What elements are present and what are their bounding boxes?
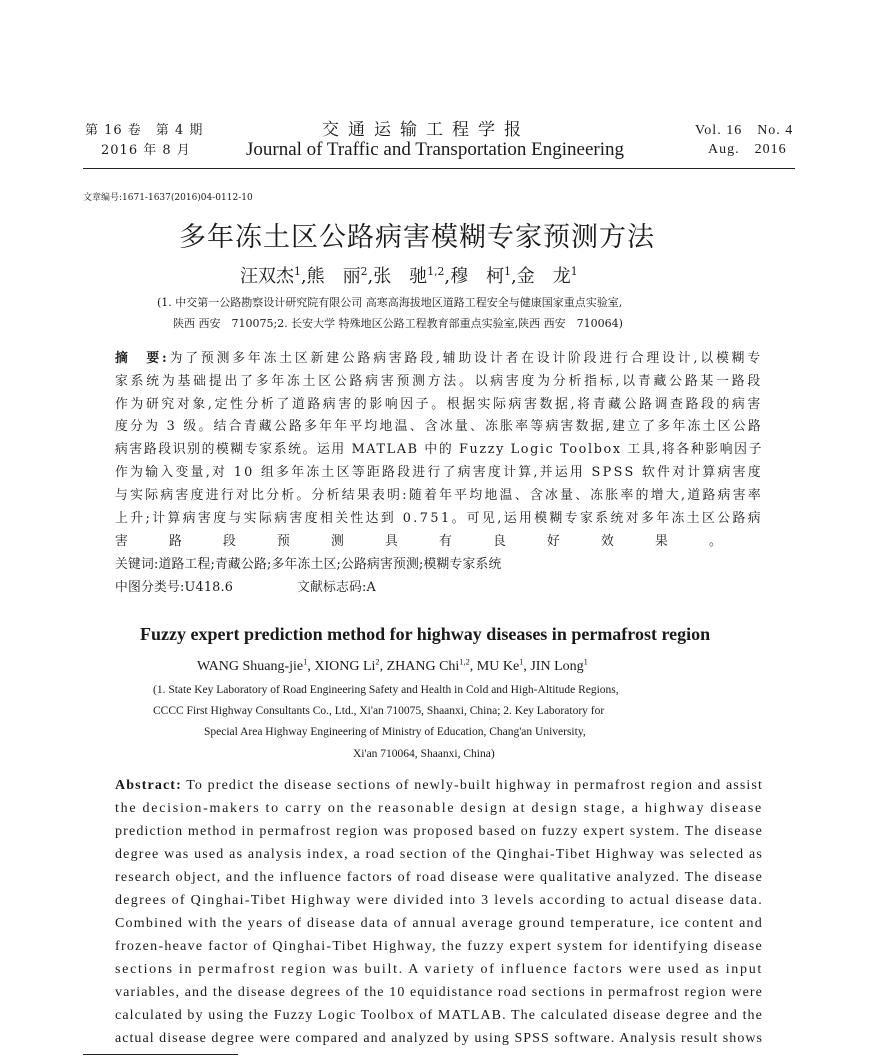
affiliation-cn-line: 陕西 西安 710075;2. 长安大学 特殊地区公路工程教育部重点实验室,陕西 西安 710064) bbox=[173, 317, 623, 330]
header-rule bbox=[83, 168, 795, 169]
abstract-cn-line: 与实际病害度进行对比分析。分析结果表明:随着年平均地温、含冰量、冻胀率的增大,道路病害率 bbox=[115, 488, 763, 503]
article-number: 文章编号:1671-1637(2016)04-0112-10 bbox=[83, 193, 253, 203]
author-en: WANG Shuang-jie$^1$ bbox=[197, 657, 308, 674]
abstract-en-line: prediction method in permafrost region was proposed based on fuzzy expert system. The disease bbox=[115, 824, 763, 839]
affiliation-en-line: CCCC First Highway Consultants Co., Ltd., Xi'an 710075, Shaanxi, China; 2. Key Laboratory for bbox=[153, 705, 605, 717]
author-cn: 金 龙$^1$ bbox=[516, 265, 578, 287]
abstract-en-line: Combined with the years of disease data of annual average ground temperature, ice content and bbox=[115, 916, 763, 931]
volume-issue-en: Vol. 16 No. 4 bbox=[695, 123, 794, 138]
authors-en: WANG Shuang-jie$^1$, XIONG Li$^2$, ZHANG Chi$^{1,2}$, MU Ke$^1$, JIN Long$^1$ bbox=[197, 657, 588, 674]
date-cn: 2016 年 8 月 bbox=[101, 143, 191, 158]
author-cn: 张 驰$^{1,2}$ bbox=[373, 265, 445, 287]
author-en: JIN Long$^1$ bbox=[530, 657, 588, 674]
keywords-cn: 关键词:道路工程;青藏公路;多年冻土区;公路病害预测;模糊专家系统 bbox=[115, 557, 502, 572]
journal-title-en: Journal of Traffic and Transportation Engineering bbox=[246, 139, 625, 160]
abstract-cn-line: 病害路段识别的模糊专家系统。运用 MATLAB 中的 Fuzzy Logic Toolbox 工具,将各种影响因子 bbox=[115, 442, 763, 457]
title-en: Fuzzy expert prediction method for highway diseases in permafrost region bbox=[140, 624, 711, 644]
journal-title-cn: 交通运输工程学报 bbox=[322, 120, 530, 140]
abstract-en-line: the decision-makers to carry on the reasonable design at design stage, a highway disease bbox=[115, 801, 763, 816]
volume-issue-cn: 第 16 卷 第 4 期 bbox=[85, 123, 204, 138]
affiliation-cn-line: (1. 中交第一公路勘察设计研究院有限公司 高寒高海拔地区道路工程安全与健康国家重点实验室, bbox=[157, 296, 623, 309]
abstract-cn-line: 家系统为基础提出了多年冻土区公路病害预测方法。以病害度为分析指标,以青藏公路某一路段 bbox=[115, 374, 763, 389]
author-cn: 汪双杰$^1$ bbox=[240, 265, 301, 287]
abstract-en-line: calculated by using the Fuzzy Logic Toolbox of MATLAB. The calculated disease degree and the bbox=[115, 1008, 763, 1023]
abstract-cn-line: 上升;计算病害度与实际病害度相关性达到 0.751。可见,运用模糊专家系统对多年冻土区公路病 bbox=[115, 511, 763, 526]
affiliation-en-line: Xi'an 710064, Shaanxi, China) bbox=[353, 748, 495, 760]
author-en: ZHANG Chi$^{1,2}$ bbox=[386, 657, 470, 674]
abstract-cn-line: 度分为 3 级。结合青藏公路多年年平均地温、含冰量、冻胀率等病害数据,建立了多年冻土区公路 bbox=[115, 419, 763, 434]
title-cn: 多年冻土区公路病害模糊专家预测方法 bbox=[179, 222, 655, 253]
abstract-en-line: sections in permafrost region was built. A variety of influence factors were used as input bbox=[115, 962, 763, 977]
abstract-en-line: degrees of Qinghai-Tibet Highway were divided into 3 levels according to actual disease data. bbox=[115, 893, 763, 908]
affiliation-en-line: (1. State Key Laboratory of Road Engineering Safety and Health in Cold and High-Altitude Regions, bbox=[153, 684, 619, 696]
abstract-cn-label: 摘 要: bbox=[115, 351, 170, 366]
author-en: MU Ke$^1$ bbox=[476, 657, 524, 674]
abstract-en-line: research object, and the influence factors of road disease were qualitative analyzed. The disease bbox=[115, 870, 763, 885]
abstract-en-line: frozen-heave factor of Qinghai-Tibet Highway, the fuzzy expert system for identifying disease bbox=[115, 939, 763, 954]
abstract-en-line: variables, and the disease degrees of the 10 equidistance road sections in permafrost region were bbox=[115, 985, 763, 1000]
abstract-cn-line: 摘 要:为了预测多年冻土区新建公路病害路段,辅助设计者在设计阶段进行合理设计,以模糊专 bbox=[115, 351, 764, 366]
date-en: Aug. 2016 bbox=[708, 142, 787, 157]
abstract-en-line: Abstract: To predict the disease sections of newly-built highway in permafrost region and assist bbox=[115, 778, 764, 793]
classification-cn: 中图分类号:U418.6 bbox=[115, 580, 234, 595]
abstract-cn-line: 作为输入变量,对 10 组多年冻土区等距路段进行了病害度计算,并运用 SPSS 软件对计算病害度 bbox=[115, 465, 763, 480]
document-code-cn: 文献标志码:A bbox=[297, 580, 376, 595]
author-en: XIONG Li$^2$ bbox=[314, 657, 380, 674]
abstract-en-label: Abstract: bbox=[115, 778, 182, 793]
author-cn: 穆 柯$^1$ bbox=[450, 265, 511, 287]
abstract-cn-line: 害路段预测具有良好效果。 bbox=[115, 534, 763, 549]
affiliation-en-line: Special Area Highway Engineering of Ministry of Education, Chang'an University, bbox=[204, 726, 586, 738]
abstract-cn-line: 作为研究对象,定性分析了道路病害的影响因子。根据实际病害数据,将青藏公路调查路段的病害 bbox=[115, 397, 763, 412]
author-cn: 熊 丽$^2$ bbox=[306, 265, 368, 287]
abstract-en-line: degree was used as analysis index, a road section of the Qinghai-Tibet Highway was selected as bbox=[115, 847, 763, 862]
abstract-en-line: actual disease degree were compared and analyzed by using SPSS software. Analysis result shows bbox=[115, 1031, 763, 1046]
footnote-rule bbox=[83, 1054, 238, 1055]
authors-cn: 汪双杰$^1$,熊 丽$^2$,张 驰$^{1,2}$,穆 柯$^1$,金 龙$^1$ bbox=[240, 265, 578, 287]
